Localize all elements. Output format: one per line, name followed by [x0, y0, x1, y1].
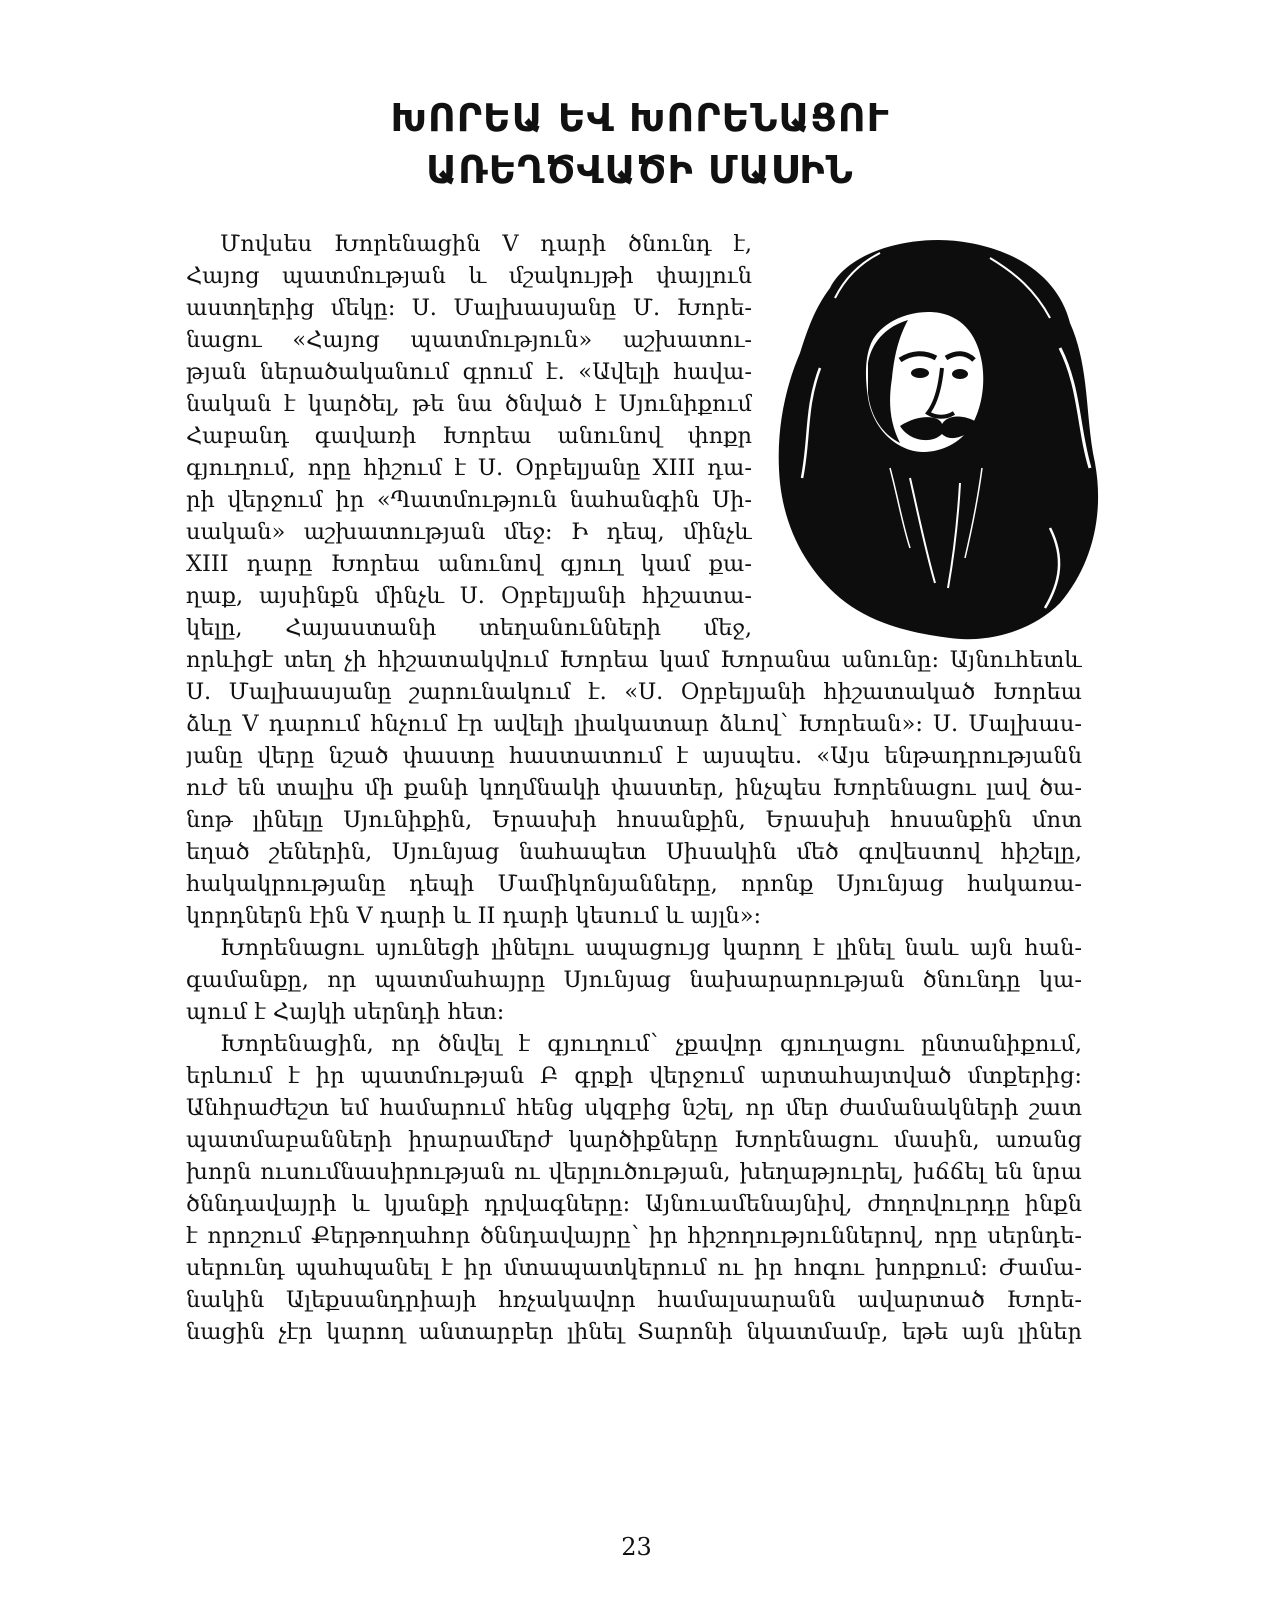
text-line: ծննդավայրի և կյանքի դրվագները: Այնուամենայնիվ, ժողովուրդը ինքն: [186, 1191, 1082, 1217]
text-line: XIII դարը Խորեա անունով գյուղ կամ քա-: [186, 551, 752, 577]
text-line: Խորենացու սյունեցի լինելու ապացույց կարող է լինել նաև այն հան-: [220, 935, 1082, 961]
text-line: սերունդ պահպանել է իր մտապատկերում ու իր հոգու խորքում: Ժամա-: [186, 1255, 1082, 1281]
text-line: յանը վերը նշած փաստը հաստատում է այսպես. «Այս ենթադրությանն: [186, 743, 1082, 769]
text-line: Հայոց պատմության և մշակույթի փայլուն: [186, 263, 752, 289]
text-line: գյուղում, որը հիշում է Ս. Օրբելյանը XIII դա-: [186, 455, 752, 481]
text-line: ձևը V դարում հնչում էր ավելի լիակատար ձևով՝ Խորեան»: Ս. Մալխաս-: [186, 711, 1082, 737]
text-line: Ս. Մալխասյանը շարունակում է. «Ս. Օրբելյանի հիշատակած Խորեա: [186, 679, 1082, 705]
portrait-illustration: [760, 228, 1106, 648]
text-line: Հաբանդ գավառի Խորեա անունով փոքր: [186, 423, 752, 449]
text-line: ղաք, այսինքն մինչև Ս. Օրբելյանի հիշատա-: [186, 583, 752, 609]
text-line: ուժ են տալիս մի քանի կողմնակի փաստեր, ինչպես Խորենացու լավ ծա-: [186, 775, 1082, 801]
text-line: Մովսես Խորենացին V դարի ծնունդ է,: [220, 231, 752, 257]
text-line: եղած շեներին, Սյունյաց նահապետ Սիսակին մեծ գովեստով հիշելը,: [186, 839, 1082, 865]
text-line: աստղերից մեկը: Ս. Մալխասյանը Մ. Խորե-: [186, 295, 752, 321]
page-title: [150, 92, 1130, 196]
title-line-2: ԱՌԵՂԾՎԱԾԻ ՄԱՍԻՆ: [426, 148, 854, 192]
title-line-1: ԽՈՐԵԱ ԵՎ ԽՈՐԵՆԱՑՈՒ: [390, 96, 890, 140]
text-line: որևիցէ տեղ չի հիշատակվում Խորեա կամ Խորանա անունը: Այնուհետև: [186, 647, 1082, 673]
text-line: Անհրաժեշտ եմ համարում հենց սկզբից նշել, որ մեր ժամանակների շատ: [186, 1095, 1082, 1121]
text-line: նական է կարծել, թե նա ծնված է Սյունիքում: [186, 391, 752, 417]
text-line: պում է Հայկի սերնդի հետ:: [186, 999, 505, 1025]
text-line: նակին Ալեքսանդրիայի հռչակավոր համալսարանն ավարտած Խորե-: [186, 1287, 1082, 1313]
page-number: 23: [621, 1533, 652, 1561]
text-line: նացին չէր կարող անտարբեր լինել Տարոնի նկատմամբ, եթե այն լիներ: [186, 1319, 1082, 1345]
text-line: սական» աշխատության մեջ: Ի դեպ, մինչև: [186, 519, 752, 545]
text-line: երևում է իր պատմության Բ գրքի վերջում արտահայտված մտքերից:: [186, 1063, 1082, 1089]
text-line: նացու «Հայոց պատմություն» աշխատու-: [186, 327, 752, 353]
text-line: կորդներն էին V դարի և II դարի կեսում և այլն»:: [186, 903, 762, 929]
text-line: է որոշում Քերթողահոր ծննդավայրը՝ իր հիշողություններով, որը սերնդե-: [186, 1223, 1082, 1249]
text-line: հակակրությանը դեպի Մամիկոնյանները, որոնք Սյունյաց հակառա-: [186, 871, 1082, 897]
text-line: թյան ներածականում գրում է. «Ավելի հավա-: [186, 359, 752, 385]
text-line: գամանքը, որ պատմահայրը Սյունյաց նախարարության ծնունդը կա-: [186, 967, 1082, 993]
text-line: կելը, Հայաստանի տեղանունների մեջ,: [186, 615, 752, 641]
text-line: նոթ լինելը Սյունիքին, Երասխի հոսանքին, Երասխի հոսանքին մոտ: [186, 807, 1082, 833]
text-line: րի վերջում իր «Պատմություն նահանգին Սի-: [186, 487, 752, 513]
text-line: խորն ուսումնասիրության ու վերլուծության, խեղաթյուրել, խճճել են նրա: [186, 1159, 1082, 1185]
text-line: պատմաբանների իրարամերժ կարծիքները Խորենացու մասին, առանց: [186, 1127, 1082, 1153]
text-line: Խորենացին, որ ծնվել է գյուղում՝ չքավոր գյուղացու ընտանիքում,: [220, 1031, 1082, 1057]
